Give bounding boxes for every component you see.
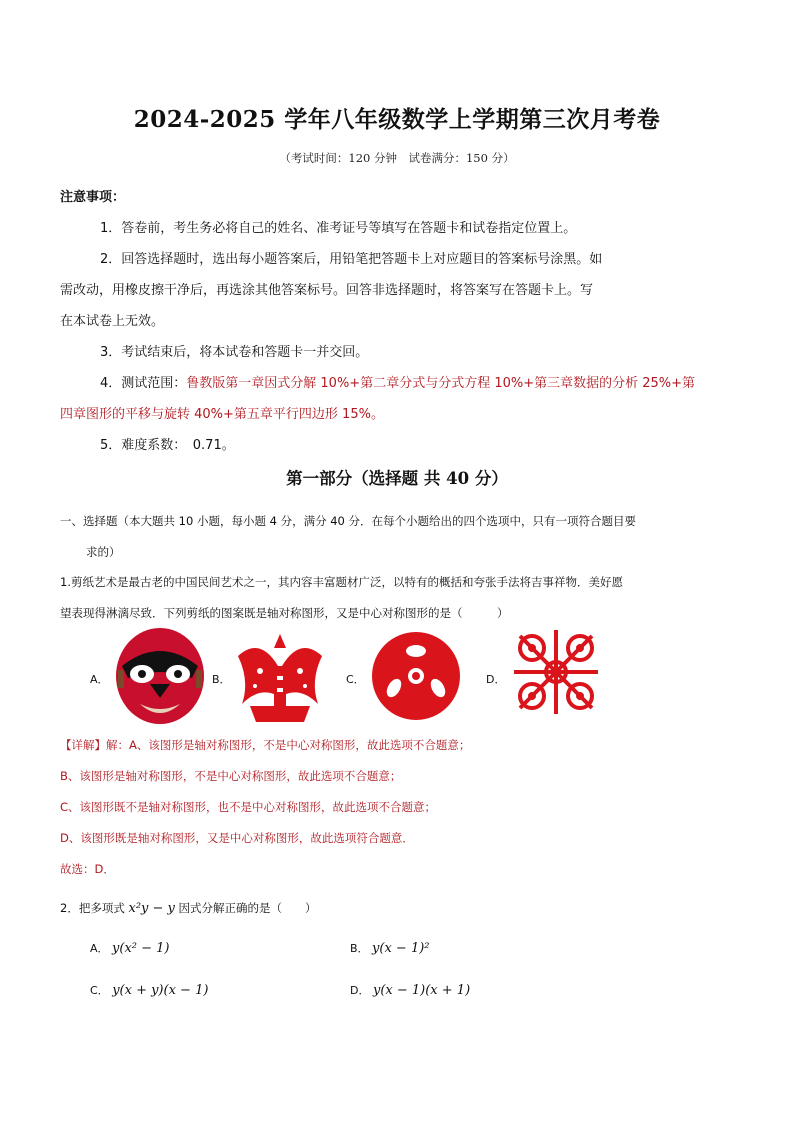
question-2-stem [60,893,740,924]
answer-value: D． [94,862,115,876]
q2-stem-prefix: 2．把多项式 [60,901,129,915]
exam-info: （考试时间：120 分钟 试卷满分：150 分） [279,151,515,165]
q1-option-d-label: D． [486,673,506,686]
q1-detail-b: B、该图形是轴对称图形，不是中心对称图形，故此选项不合题意； [60,769,402,783]
q2-option-a[interactable] [90,940,170,956]
q2-expression: x²y − y [128,901,175,916]
detail-label: 【详解】解： [60,738,129,752]
notice-item-4-prefix: 4．测试范围： [100,376,187,391]
q2-option-b-label: B． [350,942,369,955]
test-scope-line2: 四章图形的平移与旋转 40%+第五章平行四边形 15%。 [60,407,384,422]
q1-solution [60,730,740,885]
notice-item-5: 5．难度系数： 0.71。 [100,438,235,453]
paper-cut-flower-pattern-icon [510,626,602,718]
q2-option-c[interactable] [90,982,208,998]
q2-option-b[interactable] [350,940,430,956]
q1-stem-line2: 望表现得淋漓尽致．下列剪纸的图案既是轴对称图形，又是中心对称图形的是（ ） [60,606,509,620]
q2-option-b-expr: y(x − 1)² [372,941,430,956]
section-intro-line1: 一、选择题（本大题共 10 小题，每小题 4 分，满分 40 分．在每个小题给出的四个选项中，只有一项符合题目要 [60,514,637,528]
paper-cut-roosters-icon [230,626,330,726]
test-scope-line1: 鲁教版第一章因式分解 10%+第二章分式与分式方程 10%+第三章数据的分析 25%+第 [186,376,696,391]
section-intro [60,506,740,568]
q2-option-d-label: D． [350,984,370,997]
notice-item-2-line1: 2．回答选择题时，选出每小题答案后，用铅笔把答题卡上对应题目的答案标号涂黑。如 [100,252,603,267]
notice-heading: 注意事项： [60,190,126,205]
q2-option-a-label: A． [90,942,109,955]
notice-item-4 [60,368,740,399]
q2-option-c-expr: y(x + y)(x − 1) [112,983,209,998]
page-title: 2024-2025 学年八年级数学上学期第三次月考卷 [133,106,661,133]
q1-option-b-label: B． [212,673,231,686]
opera-mask-icon [112,626,208,726]
q2-option-a-expr: y(x² − 1) [112,941,170,956]
section-intro-line2: 求的） [86,545,121,559]
notice-item-3: 3．考试结束后，将本试卷和答题卡一并交回。 [100,345,369,360]
answer-prefix: 故选： [60,862,95,876]
notice-item-2-line2: 需改动，用橡皮擦干净后，再选涂其他答案标号。回答非选择题时，将答案写在答题卡上。写 [60,283,594,298]
q1-stem-line1-text: 1.剪纸艺术是最古老的中国民间艺术之一，其内容丰富题材广泛，以特有的概括和夸张手法将吉事祥物．美好愿 [60,575,623,589]
q2-option-d[interactable] [350,982,470,998]
question-1-stem [60,567,740,629]
q2-stem-suffix: 因式分解正确的是（ ） [174,901,317,915]
q1-stem-line1 [60,567,740,598]
q2-option-d-expr: y(x − 1)(x + 1) [372,983,471,998]
q1-detail-a [60,730,740,761]
detail-a-text: A、该图形是轴对称图形，不是中心对称图形，故此选项不合题意； [129,738,471,752]
notice-item-1: 1．答卷前，考生务必将自己的姓名、准考证号等填写在答题卡和试卷指定位置上。 [100,221,577,236]
q1-option-a-label: A． [90,673,109,686]
section-title: 第一部分（选择题 共 40 分） [286,469,508,488]
notice-item-2-line3: 在本试卷上无效。 [60,314,165,329]
q1-options [90,626,620,726]
notice-list [60,213,740,461]
q2-option-c-label: C． [90,984,109,997]
q1-answer [60,854,740,885]
paper-cut-rabbits-icon [366,626,466,726]
q1-option-c-label: C． [346,673,365,686]
q1-detail-d: D、该图形既是轴对称图形，又是中心对称图形，故此选项符合题意． [60,831,414,845]
q1-detail-c: C、该图形既不是轴对称图形，也不是中心对称图形，故此选项不合题意； [60,800,437,814]
